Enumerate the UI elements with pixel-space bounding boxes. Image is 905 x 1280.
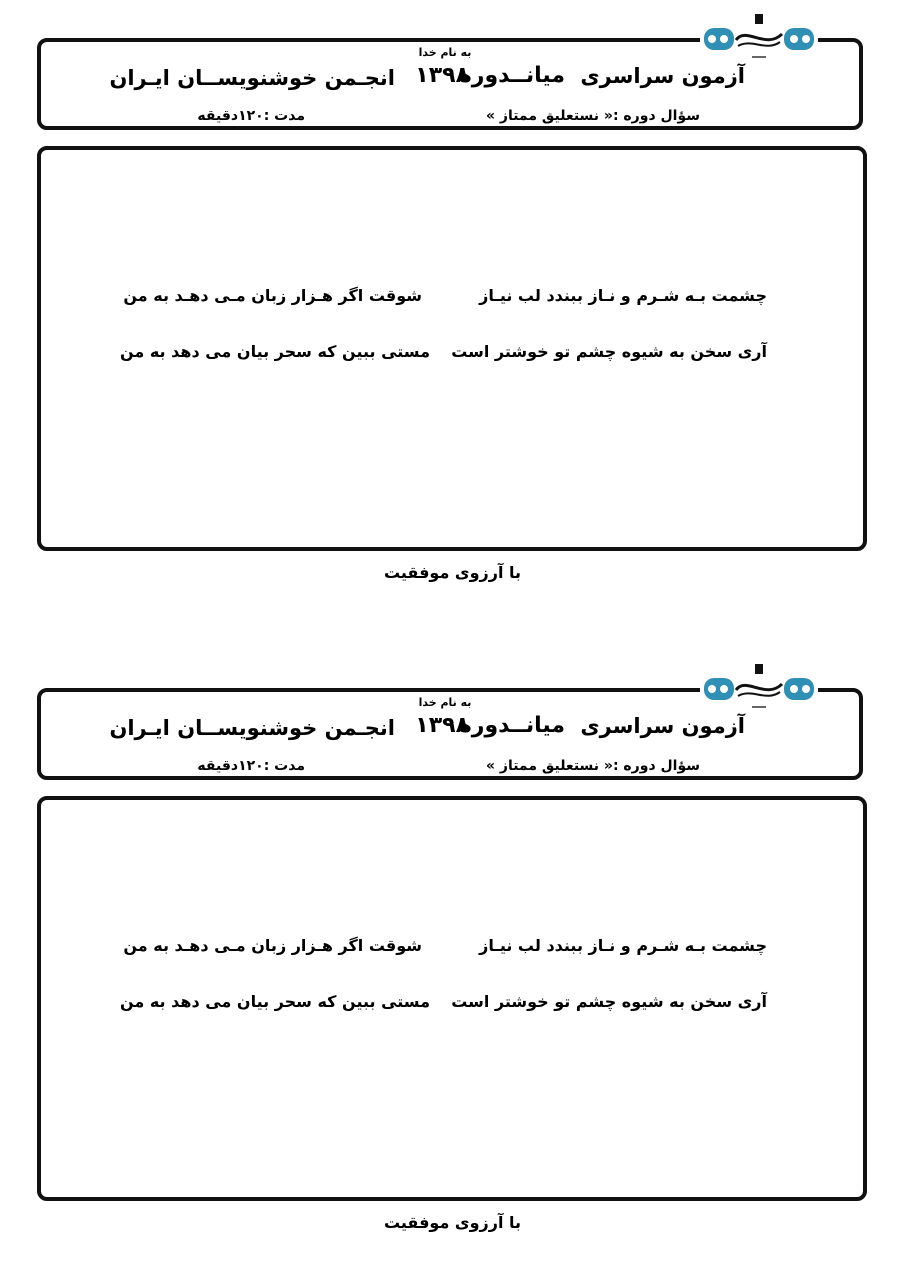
poem-line-2-right: آری سخن به شیوه چشم تو خوشتر است	[451, 342, 767, 361]
exam-year: ۱۳۹۸	[415, 63, 469, 88]
exam-sheet-1	[0, 0, 905, 620]
exam-year: ۱۳۹۸	[415, 713, 469, 738]
society-logo-icon	[700, 10, 818, 66]
midterm-label: میانــدوره	[458, 713, 565, 738]
exam-duration: مدت :۱۲۰دقیقه	[197, 108, 305, 124]
midterm-label: میانــدوره	[458, 63, 565, 88]
poem-line-1-right: چشمت بـه شـرم و نـاز ببندد لب نیـاز	[479, 936, 767, 955]
good-luck-footer: با آرزوی موفقیت	[383, 1213, 522, 1232]
poem-line-1-left: شوقت اگر هـزار زبان مـی دهـد به من	[123, 286, 422, 305]
bismillah: به نام خدا	[418, 46, 472, 59]
organization-name: انجـمن خوشنویســان ایـران	[109, 716, 395, 740]
organization-name: انجـمن خوشنویســان ایـران	[109, 66, 395, 90]
poem-line-2-left: مستی ببین که سحر بیان می دهد به من	[119, 342, 430, 361]
course-question: سؤال دوره :« نستعلیق ممتاز »	[485, 758, 700, 774]
good-luck-footer: با آرزوی موفقیت	[383, 563, 522, 582]
society-logo-icon	[700, 660, 818, 716]
exam-duration: مدت :۱۲۰دقیقه	[197, 758, 305, 774]
exam-sheet-2	[0, 650, 905, 1270]
bismillah: به نام خدا	[418, 696, 472, 709]
poem-line-2-right: آری سخن به شیوه چشم تو خوشتر است	[451, 992, 767, 1011]
exam-title: آزمون سراسری	[580, 714, 745, 738]
poem-line-1-right: چشمت بـه شـرم و نـاز ببندد لب نیـاز	[479, 286, 767, 305]
poem-line-2-left: مستی ببین که سحر بیان می دهد به من	[119, 992, 430, 1011]
exam-title: آزمون سراسری	[580, 64, 745, 88]
poem-line-1-left: شوقت اگر هـزار زبان مـی دهـد به من	[123, 936, 422, 955]
course-question: سؤال دوره :« نستعلیق ممتاز »	[485, 108, 700, 124]
